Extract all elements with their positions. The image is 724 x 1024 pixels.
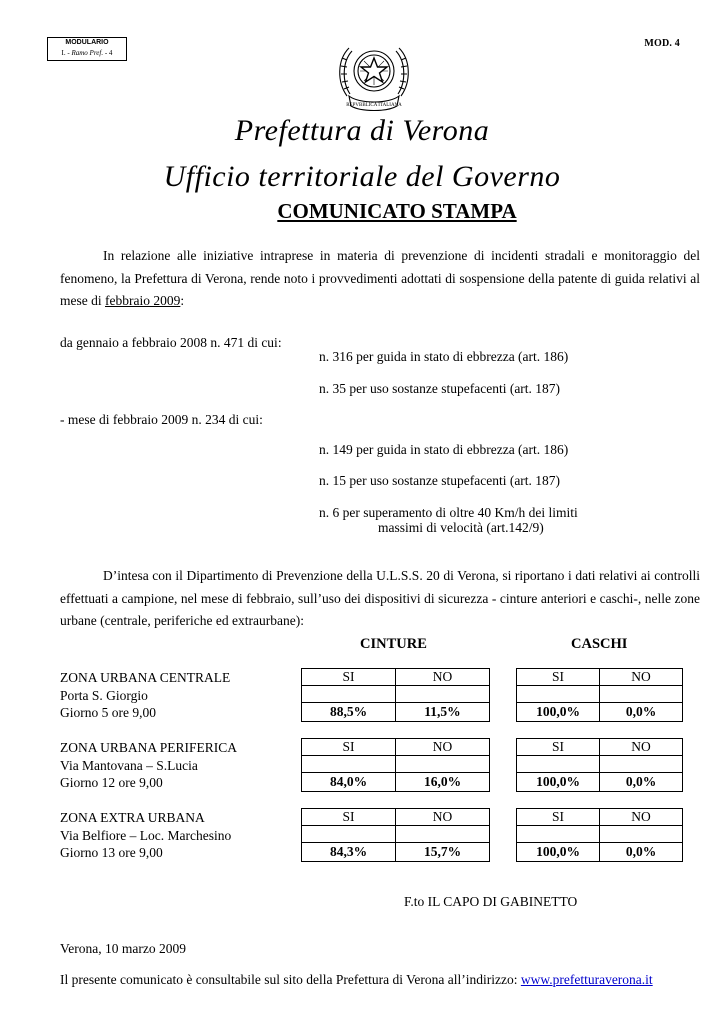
- office-name: Ufficio territoriale del Governo: [163, 160, 561, 193]
- helmets-header: CASCHI: [571, 636, 628, 652]
- emblem-caption: REPVBBLICA ITALIANA: [346, 103, 402, 108]
- col-no: NO: [600, 669, 683, 686]
- zone-date: Giorno 12 ore 9,00: [60, 775, 163, 790]
- belts-yes-value: 88,5%: [302, 703, 396, 722]
- col-no: NO: [396, 669, 490, 686]
- belts-no-value: 11,5%: [396, 703, 490, 722]
- zone-date: Giorno 13 ore 9,00: [60, 845, 163, 860]
- helmets-yes-value: 100,0%: [517, 843, 600, 862]
- period1-label: da gennaio a febbraio 2008 n. 471 di cui:: [60, 335, 282, 350]
- place-date: Verona, 10 marzo 2009: [60, 941, 186, 956]
- modulario-box: [47, 37, 127, 61]
- zone-peripheral: [60, 739, 237, 792]
- col-yes: SI: [302, 669, 396, 686]
- belts-table-central: [301, 668, 490, 722]
- zone-place: Porta S. Giorgio: [60, 687, 148, 703]
- belts-yes-value: 84,0%: [302, 773, 396, 792]
- col-yes: SI: [517, 809, 600, 826]
- helmets-no-value: 0,0%: [600, 703, 683, 722]
- helmets-no-value: 0,0%: [600, 773, 683, 792]
- col-no: NO: [600, 739, 683, 756]
- intro-paragraph: In relazione alle iniziative intraprese in materia di prevenzione di incidenti stradali e monitoraggio del fenomeno, la Prefettura di Verona, rende noto i provvedimenti adottati di sospensione della patente di guida relativi al mese di febbraio 2009:: [60, 248, 700, 308]
- col-no: NO: [396, 809, 490, 826]
- belts-no-value: 16,0%: [396, 773, 490, 792]
- zone-name: ZONA URBANA PERIFERICA: [60, 740, 238, 755]
- zone-name: ZONA EXTRA URBANA: [60, 810, 205, 825]
- belts-header: CINTURE: [360, 636, 427, 652]
- zone-place: Via Belfiore – Loc. Marchesino: [60, 827, 232, 843]
- zone-central: [60, 669, 230, 722]
- intro-month: febbraio 2009: [105, 293, 181, 308]
- col-yes: SI: [517, 739, 600, 756]
- col-yes: SI: [302, 739, 396, 756]
- republic-emblem-icon: [333, 36, 415, 114]
- period1-item: n. 35 per uso sostanze stupefacenti (art. 187): [319, 381, 561, 396]
- col-no: NO: [396, 739, 490, 756]
- helmets-no-value: 0,0%: [600, 843, 683, 862]
- footer-note: Il presente comunicato è consultabile sul sito della Prefettura di Verona all’indirizzo: www.prefetturaverona.it: [60, 972, 653, 987]
- period2-item: n. 149 per guida in stato di ebbrezza (art. 186): [319, 442, 569, 457]
- zone-place: Via Mantovana – S.Lucia: [60, 757, 198, 773]
- helmets-yes-value: 100,0%: [517, 703, 600, 722]
- helmets-table-peripheral: [516, 738, 683, 792]
- helmets-yes-value: 100,0%: [517, 773, 600, 792]
- modulario-code: I. - Ramo Pref. - 4: [61, 49, 113, 57]
- period1-item: n. 316 per guida in stato di ebbrezza (art. 186): [319, 349, 569, 364]
- zone-extra-urban: [60, 809, 231, 862]
- period2-speed-line: massimi di velocità (art.142/9): [378, 520, 544, 535]
- belts-table-peripheral: [301, 738, 490, 792]
- helmets-table-central: [516, 668, 683, 722]
- col-yes: SI: [517, 669, 600, 686]
- mod-number: MOD. 4: [644, 38, 680, 49]
- modulario-label: MODULARIO: [65, 39, 109, 46]
- zone-name: ZONA URBANA CENTRALE: [60, 670, 231, 685]
- period2-label: - mese di febbraio 2009 n. 234 di cui:: [60, 412, 263, 427]
- press-release-title: COMUNICATO STAMPA: [277, 199, 517, 223]
- col-no: NO: [600, 809, 683, 826]
- zone-date: Giorno 5 ore 9,00: [60, 705, 156, 720]
- col-yes: SI: [302, 809, 396, 826]
- helmets-table-extra-urban: [516, 808, 683, 862]
- website-link[interactable]: www.prefetturaverona.it: [520, 972, 653, 987]
- controls-paragraph: D’intesa con il Dipartimento di Prevenzione della U.L.S.S. 20 di Verona, si riportano i dati relativi ai controlli effettuati a campione, nel mese di febbraio, sull’uso dei dispositivi di sicurezza - cinture anteriori e caschi-, nelle zone urbane (centrale, periferiche ed extraurbane):: [60, 568, 700, 628]
- belts-table-extra-urban: [301, 808, 490, 862]
- prefecture-name: Prefettura di Verona: [234, 114, 490, 147]
- signature: F.to IL CAPO DI GABINETTO: [404, 894, 578, 909]
- period2-speed-line: n. 6 per superamento di oltre 40 Km/h dei limiti: [319, 505, 578, 520]
- belts-no-value: 15,7%: [396, 843, 490, 862]
- belts-yes-value: 84,3%: [302, 843, 396, 862]
- period2-item: n. 15 per uso sostanze stupefacenti (art. 187): [319, 473, 561, 488]
